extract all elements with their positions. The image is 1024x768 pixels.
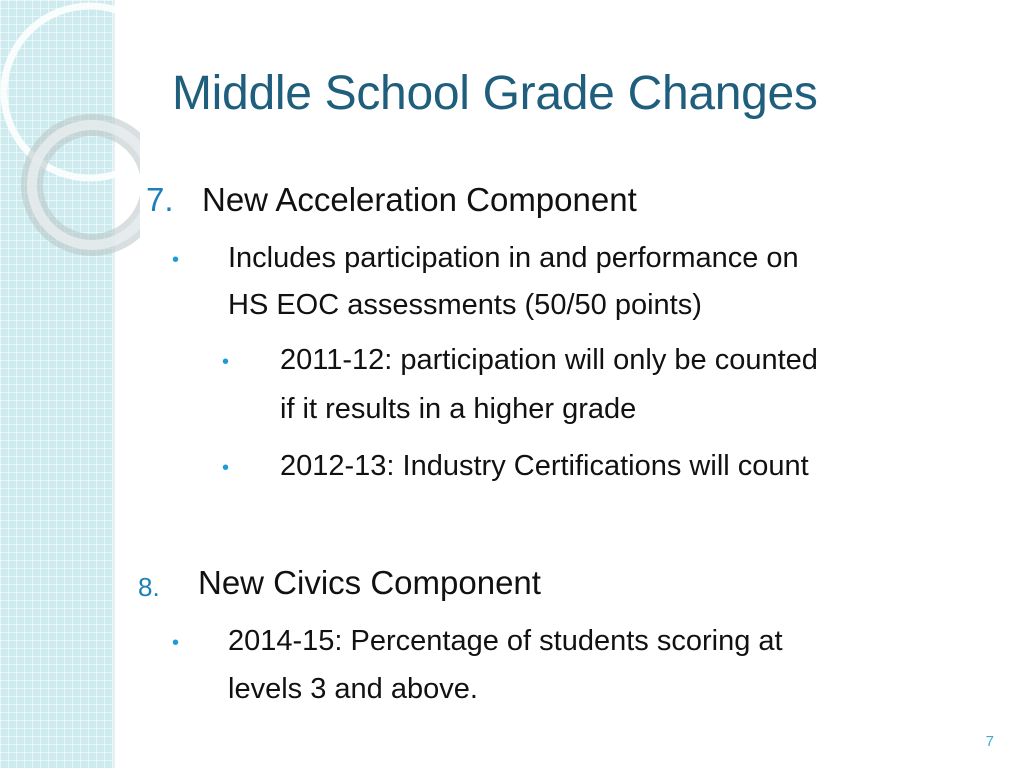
page-number: 7 bbox=[985, 733, 994, 750]
section-heading-acceleration: New Acceleration Component bbox=[202, 181, 637, 218]
sub-bullet-text-line: if it results in a higher grade bbox=[280, 393, 637, 425]
section-heading-civics: New Civics Component bbox=[198, 564, 541, 601]
decorative-rings bbox=[0, 0, 140, 330]
bullet-text-line: Includes participation in and performance on bbox=[228, 242, 799, 274]
sub-bullet-icon: • bbox=[222, 457, 230, 479]
bullet-text-line: levels 3 and above. bbox=[228, 673, 478, 705]
slide-title: Middle School Grade Changes bbox=[172, 67, 818, 120]
bullet-text-line: HS EOC assessments (50/50 points) bbox=[228, 289, 702, 321]
section-number-8: 8. bbox=[138, 572, 160, 602]
section-number-7: 7. bbox=[146, 181, 174, 218]
bullet-text-line: 2014-15: Percentage of students scoring at bbox=[228, 625, 783, 657]
bullet-icon: • bbox=[172, 249, 180, 271]
bullet-icon: • bbox=[172, 632, 180, 654]
sub-bullet-text-line: 2011-12: participation will only be counted bbox=[280, 344, 818, 376]
sub-bullet-icon: • bbox=[222, 351, 230, 373]
sub-bullet-text-line: 2012-13: Industry Certifications will count bbox=[280, 450, 809, 482]
decorative-ring-large bbox=[4, 6, 140, 178]
